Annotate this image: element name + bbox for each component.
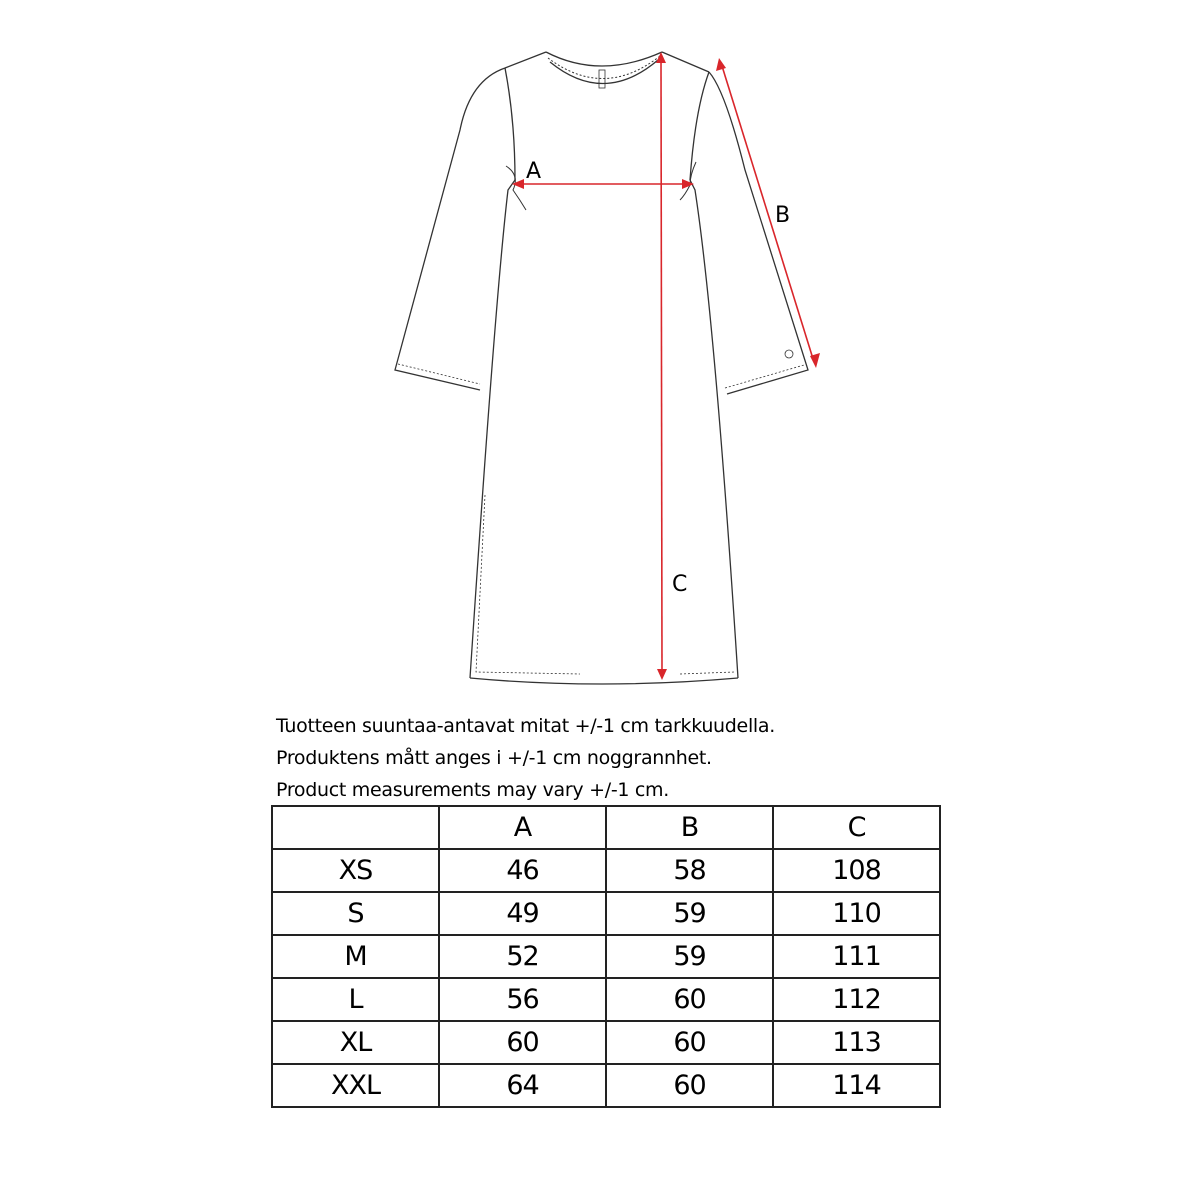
b-cell: 60 — [606, 1064, 773, 1107]
c-cell: 112 — [773, 978, 940, 1021]
c-cell: 113 — [773, 1021, 940, 1064]
header-a: A — [439, 806, 606, 849]
table-header-row — [272, 806, 940, 849]
header-b: B — [606, 806, 773, 849]
b-cell: 60 — [606, 1021, 773, 1064]
note-finnish: Tuotteen suuntaa-antavat mitat +/-1 cm tarkkuudella. — [276, 715, 775, 737]
note-english: Product measurements may vary +/-1 cm. — [276, 779, 669, 801]
label-b: B — [775, 203, 791, 228]
b-cell: 59 — [606, 935, 773, 978]
label-a: A — [526, 159, 542, 184]
note-swedish: Produktens mått anges i +/-1 cm noggrannhet. — [276, 747, 712, 769]
arrow-up-icon — [716, 58, 726, 71]
measure-line-c — [661, 58, 662, 672]
table-row — [272, 1021, 940, 1064]
table-row — [272, 978, 940, 1021]
header-empty — [272, 806, 439, 849]
arrow-down-icon — [657, 669, 667, 680]
table-row — [272, 849, 940, 892]
table-row — [272, 1064, 940, 1107]
a-cell: 56 — [439, 978, 606, 1021]
header-c: C — [773, 806, 940, 849]
table-row — [272, 935, 940, 978]
c-cell: 111 — [773, 935, 940, 978]
b-cell: 60 — [606, 978, 773, 1021]
size-cell: XS — [272, 849, 439, 892]
size-cell: S — [272, 892, 439, 935]
c-cell: 110 — [773, 892, 940, 935]
size-table — [271, 805, 941, 1108]
a-cell: 64 — [439, 1064, 606, 1107]
size-cell: XL — [272, 1021, 439, 1064]
a-cell: 52 — [439, 935, 606, 978]
a-cell: 60 — [439, 1021, 606, 1064]
measure-lines — [512, 52, 820, 680]
arrow-right-icon — [682, 179, 694, 189]
label-c: C — [672, 572, 688, 597]
dress-outline — [395, 52, 808, 684]
b-cell: 59 — [606, 892, 773, 935]
b-cell: 58 — [606, 849, 773, 892]
c-cell: 108 — [773, 849, 940, 892]
size-cell: XXL — [272, 1064, 439, 1107]
size-cell: L — [272, 978, 439, 1021]
c-cell: 114 — [773, 1064, 940, 1107]
a-cell: 49 — [439, 892, 606, 935]
a-cell: 46 — [439, 849, 606, 892]
measure-line-b — [722, 66, 814, 362]
size-cell: M — [272, 935, 439, 978]
table-row — [272, 892, 940, 935]
measurement-notes — [276, 710, 896, 806]
